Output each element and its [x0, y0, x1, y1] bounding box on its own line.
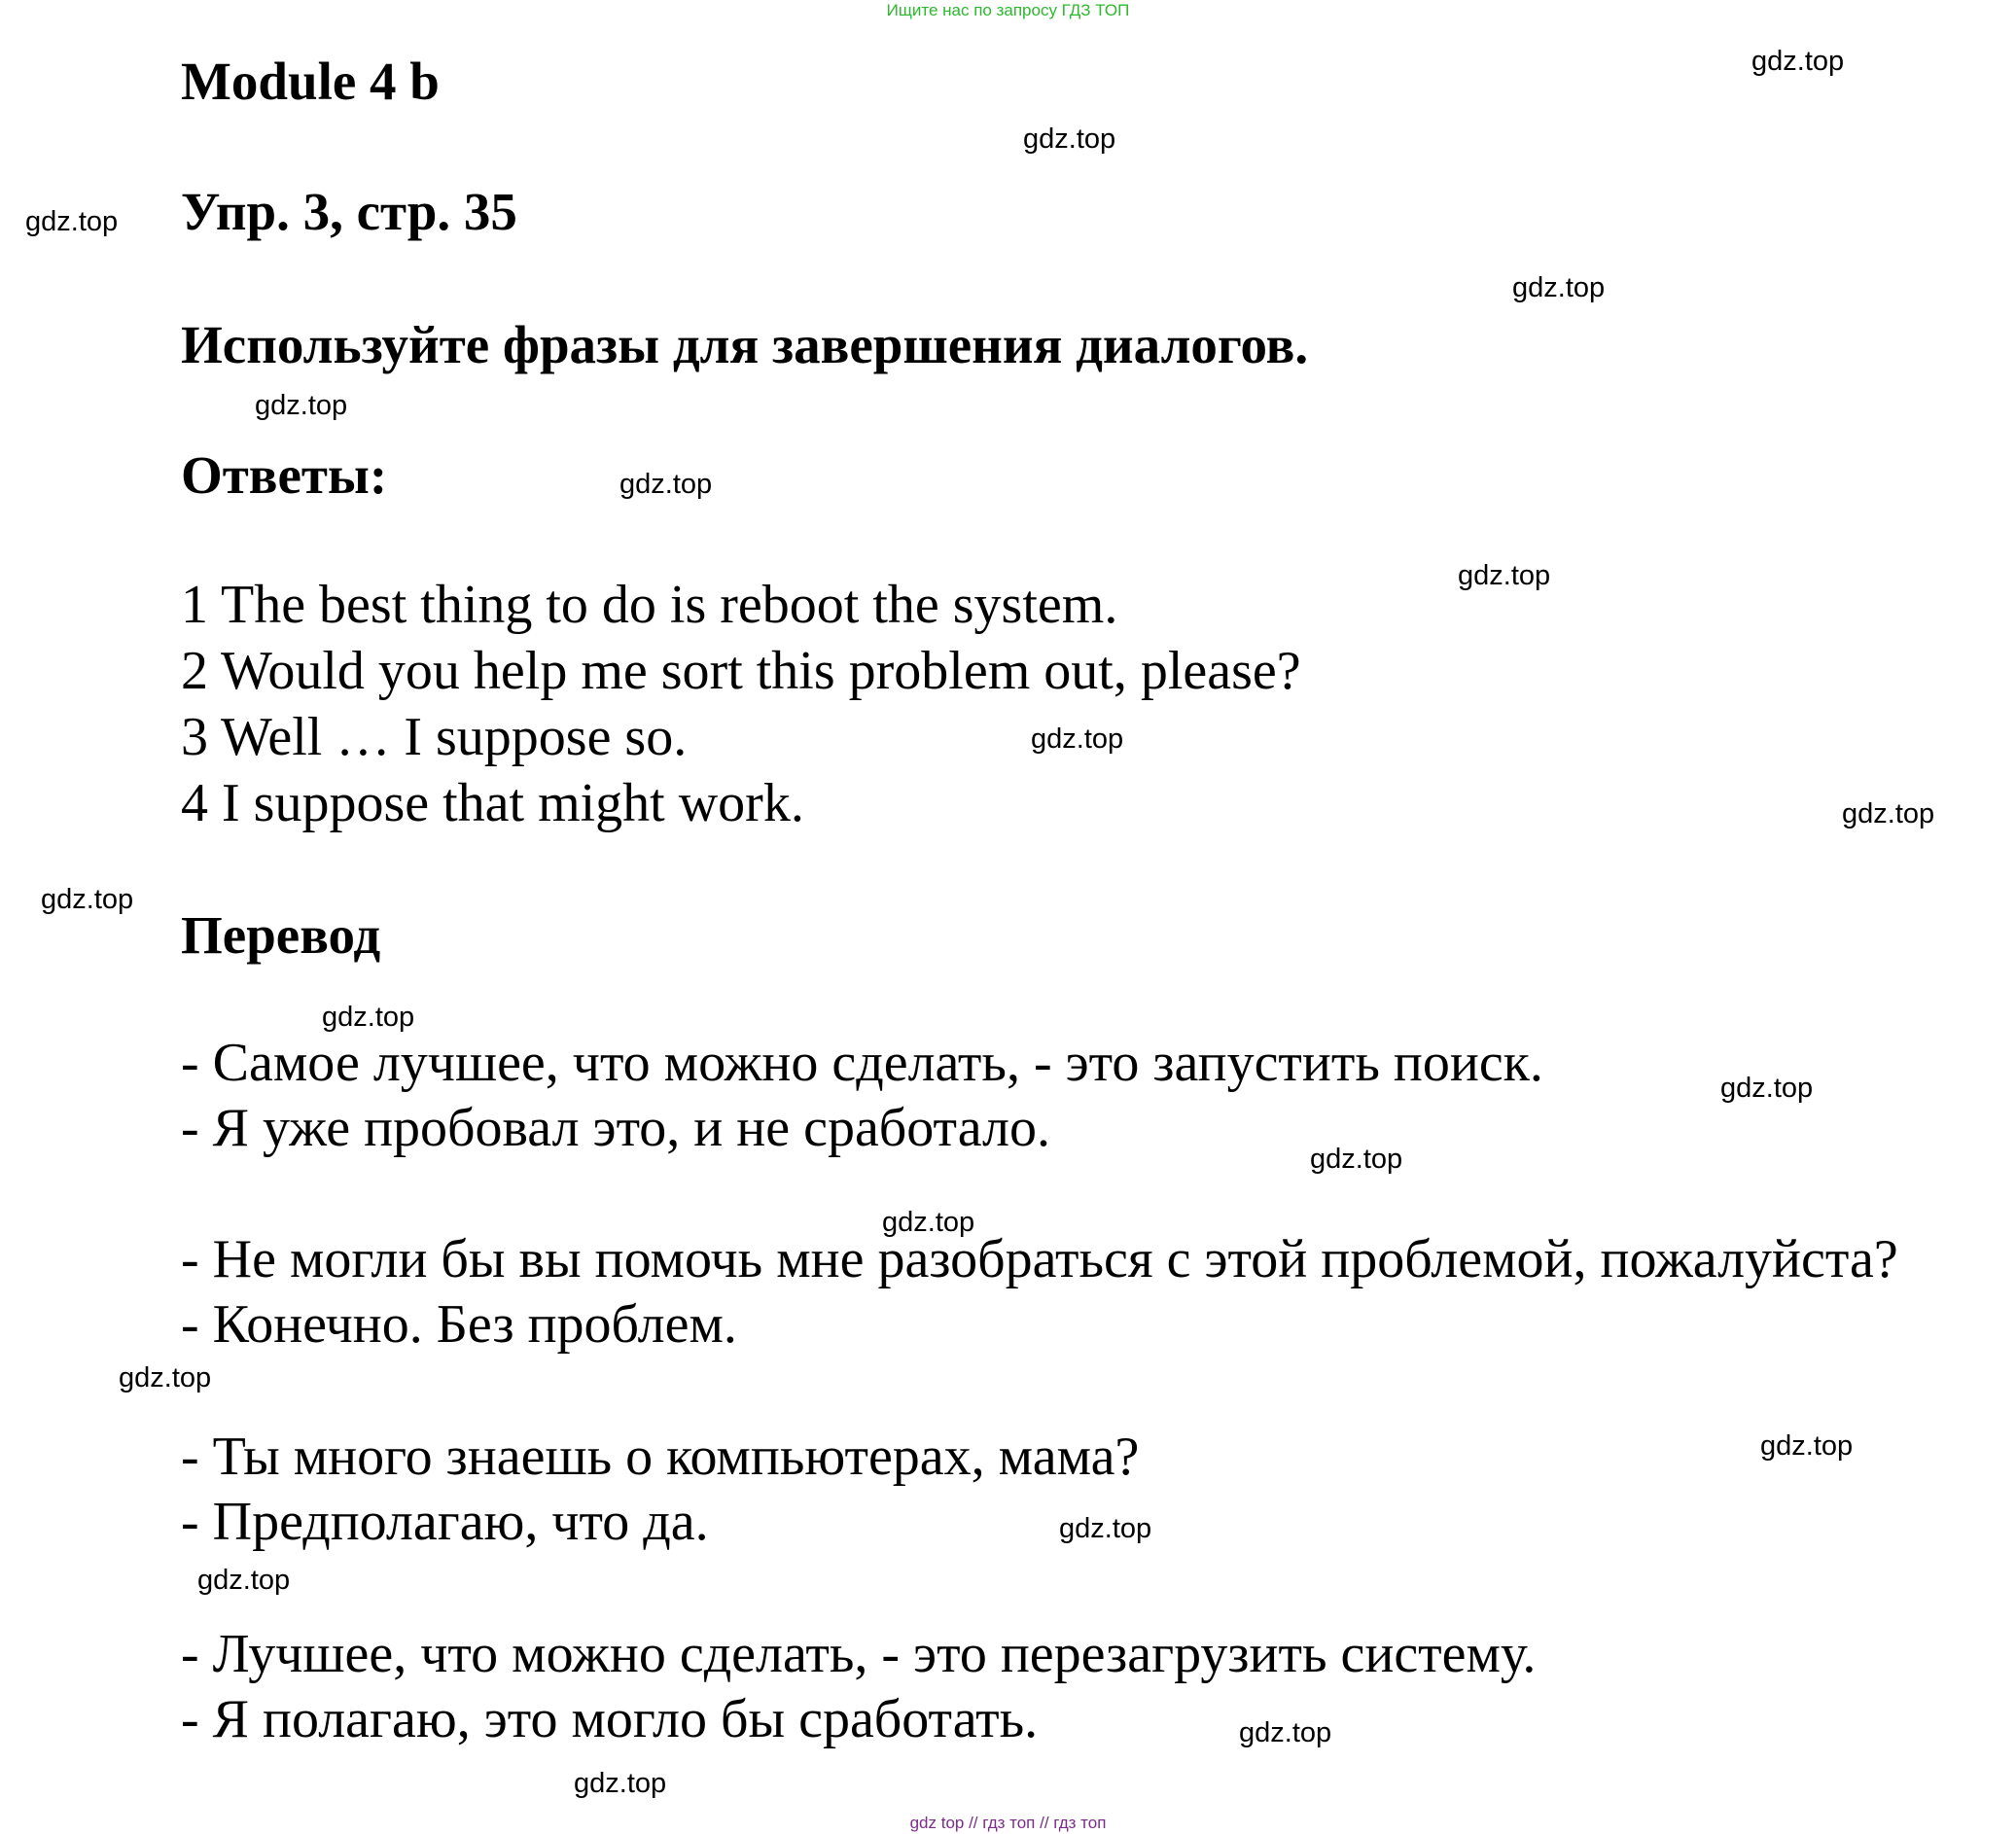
dialog-1 [181, 1031, 1543, 1161]
watermark: gdz.top [1031, 723, 1124, 755]
answer-item: 1 The best thing to do is reboot the system. [181, 575, 1118, 635]
translation-heading: Перевод [181, 905, 381, 965]
watermark: gdz.top [574, 1768, 667, 1799]
top-banner: Ищите нас по запросу ГДЗ ТОП [886, 1, 1130, 19]
watermark: gdz.top [1310, 1144, 1403, 1175]
watermark: gdz.top [1842, 798, 1935, 829]
answers-list [181, 572, 1301, 836]
watermark: gdz.top [25, 206, 119, 237]
dialog-line: - Ты много знаешь о компьютерах, мама? [181, 1427, 1140, 1487]
watermark: gdz.top [197, 1565, 291, 1596]
dialog-line: - Я уже пробовал это, и не сработало. [181, 1098, 1051, 1158]
watermark: gdz.top [1720, 1073, 1814, 1104]
dialog-line: - Не могли бы вы помочь мне разобраться с этой проблемой, пожалуйста? [181, 1229, 1898, 1289]
dialog-line: - Самое лучшее, что можно сделать, - это запустить поиск. [181, 1033, 1543, 1093]
watermark: gdz.top [1751, 46, 1845, 77]
watermark: gdz.top [882, 1207, 975, 1238]
dialog-3 [181, 1425, 1139, 1555]
dialog-line: - Предполагаю, что да. [181, 1492, 709, 1552]
module-title: Module 4 b [181, 52, 440, 111]
answers-heading: Ответы: [181, 445, 388, 505]
watermark: gdz.top [255, 390, 348, 421]
answer-item: 3 Well … I suppose so. [181, 707, 688, 767]
answer-item: 4 I suppose that might work. [181, 773, 804, 833]
watermark: gdz.top [322, 1002, 415, 1033]
dialog-2 [181, 1227, 1898, 1358]
watermark: gdz.top [1458, 560, 1551, 591]
dialog-line: - Конечно. Без проблем. [181, 1294, 737, 1355]
watermark: gdz.top [1023, 123, 1116, 155]
dialog-4 [181, 1622, 1536, 1752]
answer-item: 2 Would you help me sort this problem out, please? [181, 641, 1301, 701]
dialog-line: - Лучшее, что можно сделать, - это перезагрузить систему. [181, 1624, 1537, 1684]
watermark: gdz.top [1239, 1717, 1332, 1748]
task-instruction: Используйте фразы для завершения диалогов. [181, 315, 1309, 374]
watermark: gdz.top [119, 1362, 212, 1393]
watermark: gdz.top [41, 884, 134, 915]
dialog-line: - Я полагаю, это могло бы сработать. [181, 1689, 1039, 1749]
watermark: gdz.top [1512, 272, 1606, 303]
watermark: gdz.top [1760, 1430, 1854, 1462]
watermark: gdz.top [1059, 1513, 1152, 1544]
watermark: gdz.top [619, 469, 713, 500]
exercise-title: Упр. 3, стр. 35 [181, 182, 517, 241]
bottom-banner: gdz top // гдз топ // гдз топ [909, 1814, 1107, 1832]
